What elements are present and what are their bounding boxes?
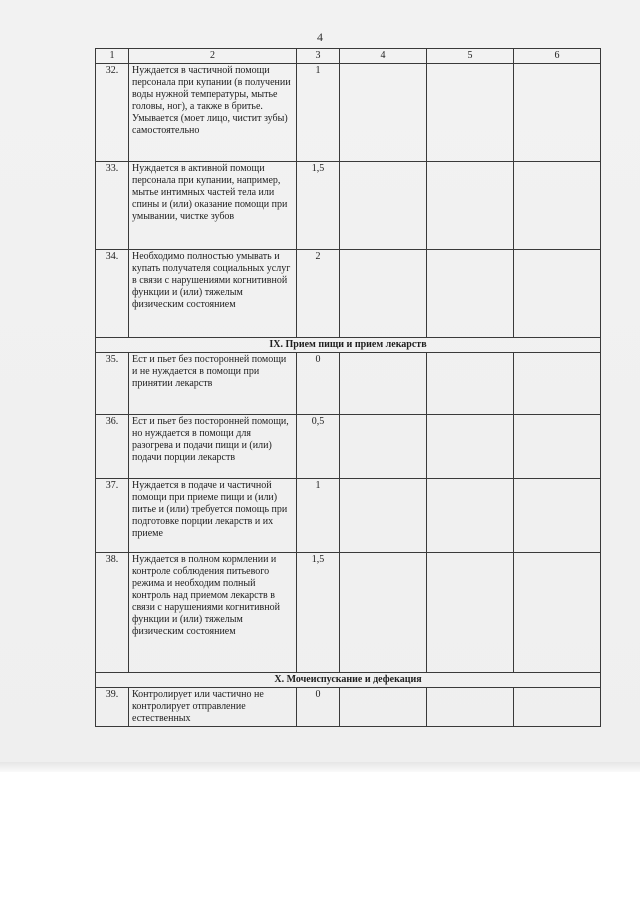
item-score: 1 (297, 479, 340, 553)
empty-cell (514, 250, 601, 338)
column-header: 3 (297, 49, 340, 64)
section-header-row (96, 338, 601, 353)
empty-cell (427, 353, 514, 415)
empty-cell (514, 415, 601, 479)
item-description: Нуждается в полном кормлении и контроле соблюдения питьевого режима и необходим полный контроль над приемом лекарств в связи с нарушениями когнитивной функции и (или) тяжелым физическим состоянием (129, 553, 297, 673)
empty-cell (340, 479, 427, 553)
table-row (96, 688, 601, 727)
empty-cell (427, 553, 514, 673)
item-description: Ест и пьет без посторонней помощи и не нуждается в помощи при принятии лекарств (129, 353, 297, 415)
item-description: Необходимо полностью умывать и купать получателя социальных услуг в связи с нарушениями когнитивной функции и (или) тяжелым физическим состоянием (129, 250, 297, 338)
item-score: 1,5 (297, 162, 340, 250)
empty-cell (427, 479, 514, 553)
item-description: Нуждается в активной помощи персонала при купании, например, мытье интимных частей тела или спины и (или) оказание помощи при умывании, чистке зубов (129, 162, 297, 250)
section-header-row (96, 673, 601, 688)
empty-cell (514, 162, 601, 250)
item-score: 0 (297, 688, 340, 727)
empty-cell (427, 162, 514, 250)
empty-cell (340, 688, 427, 727)
table-row (96, 64, 601, 162)
item-score: 0 (297, 353, 340, 415)
column-header: 1 (96, 49, 129, 64)
table-row (96, 479, 601, 553)
empty-cell (340, 553, 427, 673)
empty-cell (427, 64, 514, 162)
item-score: 0,5 (297, 415, 340, 479)
item-description: Нуждается в частичной помощи персонала при купании (в получении воды нужной температуры, мытье головы, ног), а также в бритье. Умывается (моет лицо, чистит зубы) самостоятельно (129, 64, 297, 162)
item-number: 38. (96, 553, 129, 673)
empty-cell (427, 250, 514, 338)
empty-cell (514, 688, 601, 727)
column-header: 4 (340, 49, 427, 64)
empty-cell (340, 64, 427, 162)
empty-cell (427, 415, 514, 479)
empty-cell (340, 162, 427, 250)
page-number: 4 (317, 30, 323, 44)
empty-cell (427, 688, 514, 727)
item-description: Контролирует или частично не контролирует отправление естественных (129, 688, 297, 727)
item-number: 39. (96, 688, 129, 727)
scan-edge (0, 762, 640, 772)
column-header: 6 (514, 49, 601, 64)
section-title: X. Мочеиспускание и дефекация (96, 673, 601, 688)
item-description: Нуждается в подаче и частичной помощи при приеме пищи и (или) питье и (или) требуется помощь при подготовке порции лекарств и их приеме (129, 479, 297, 553)
item-number: 37. (96, 479, 129, 553)
column-header: 5 (427, 49, 514, 64)
assessment-table (95, 48, 601, 727)
empty-cell (514, 479, 601, 553)
item-number: 32. (96, 64, 129, 162)
header-row (96, 49, 601, 64)
item-description: Ест и пьет без посторонней помощи, но нуждается в помощи для разогрева и подачи пищи и (или) подачи порции лекарств (129, 415, 297, 479)
item-number: 35. (96, 353, 129, 415)
item-number: 34. (96, 250, 129, 338)
empty-cell (340, 415, 427, 479)
empty-cell (514, 353, 601, 415)
column-header: 2 (129, 49, 297, 64)
item-score: 1,5 (297, 553, 340, 673)
empty-cell (514, 64, 601, 162)
item-score: 1 (297, 64, 340, 162)
table-body (96, 49, 601, 727)
empty-cell (340, 353, 427, 415)
empty-cell (514, 553, 601, 673)
table-row (96, 415, 601, 479)
item-number: 33. (96, 162, 129, 250)
table-row (96, 250, 601, 338)
table-row (96, 162, 601, 250)
item-number: 36. (96, 415, 129, 479)
item-score: 2 (297, 250, 340, 338)
section-title: IX. Прием пищи и прием лекарств (96, 338, 601, 353)
table-row (96, 553, 601, 673)
empty-cell (340, 250, 427, 338)
table-row (96, 353, 601, 415)
